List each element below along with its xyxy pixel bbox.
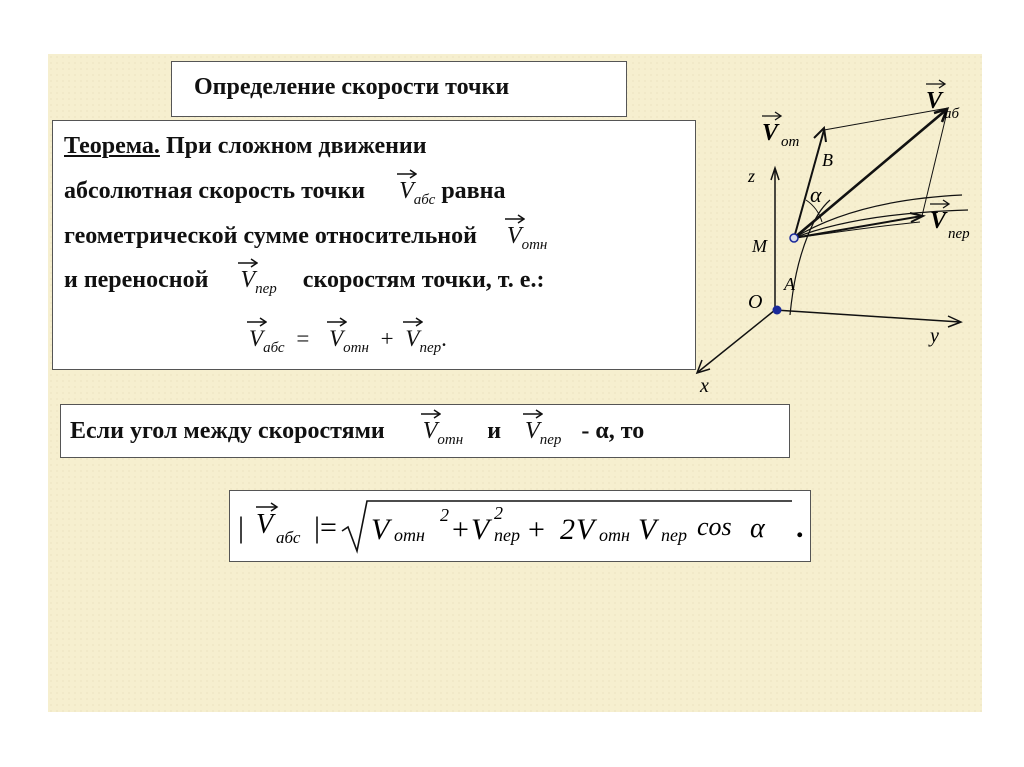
formula-sub-abs: абс: [276, 528, 301, 547]
label-z: z: [748, 166, 756, 186]
theorem-lead: Теорема.: [64, 133, 160, 159]
theorem-text-2a: абсолютная скорость точки: [64, 178, 366, 204]
label-B: B: [822, 150, 833, 170]
formula-v2: V: [471, 513, 490, 546]
label-v-per: V: [930, 208, 947, 234]
theorem-text-3: геометрической сумме относительной: [64, 223, 477, 249]
formula-plus1: +: [452, 513, 469, 546]
vector-v-abs: $V_{абс}$: [399, 178, 435, 209]
formula-alpha: α: [750, 513, 765, 544]
formula-two: 2: [560, 513, 575, 546]
formula-v1: V: [371, 513, 390, 546]
formula-bar-left: |: [238, 511, 245, 544]
formula-cos: cos: [697, 512, 732, 541]
formula-otn2: отн: [599, 525, 630, 545]
theorem-text-4a: и переносной: [64, 267, 209, 293]
formula-otn1: отн: [394, 525, 425, 545]
angle-text-a: Если угол между скоростями: [70, 418, 385, 444]
theorem-text-1: При сложном движении: [165, 133, 427, 159]
label-alpha: α: [810, 182, 822, 207]
origin-point: [773, 306, 782, 315]
title-box: [171, 61, 627, 117]
theorem-box: [52, 120, 696, 370]
label-M: M: [752, 236, 767, 256]
axis-y: [775, 310, 960, 322]
eq-v-per: $V_{пер}$: [405, 326, 441, 357]
angle-v-per: $V_{пер}$: [525, 418, 561, 449]
formula-sq2: 2: [494, 503, 503, 523]
eq-v-abs: $V_{абс}$: [249, 326, 285, 357]
formula-per1: пер: [494, 525, 520, 545]
theorem-line-1: [64, 133, 427, 160]
label-v-ab-sub: аб: [944, 106, 960, 122]
angle-v-otn: $V_{отн}$: [423, 418, 463, 449]
theorem-equation: $V_{абс}$ = $V_{отн}$ + $V_{пер}$.: [249, 326, 447, 357]
theorem-text-4b: скоростям точки, т. е.:: [302, 267, 545, 293]
label-v-ab: V: [926, 88, 943, 114]
formula-v-abs: V: [256, 509, 274, 540]
label-v-per-sub: пер: [948, 226, 970, 242]
theorem-line-4: [64, 267, 544, 298]
formula-end: .: [796, 511, 804, 544]
formula-per2: пер: [661, 525, 687, 545]
label-O: O: [748, 291, 763, 313]
vector-v-per: $V_{пер}$: [240, 267, 276, 298]
angle-text-and: и: [487, 418, 502, 444]
axis-x: [698, 310, 775, 372]
angle-line: [70, 418, 644, 449]
angle-box: [60, 404, 790, 458]
trajectory-curve: [790, 200, 830, 315]
formula-bar-right: |=: [314, 511, 337, 544]
formula-sq1: 2: [440, 505, 449, 525]
angle-text-tail: - α, то: [581, 418, 645, 444]
velocity-diagram: [690, 70, 990, 400]
label-x: x: [700, 375, 709, 397]
theorem-line-2: [64, 178, 505, 209]
eq-v-otn: $V_{отн}$: [329, 326, 369, 357]
label-v-ot: V: [762, 120, 779, 146]
theorem-line-3: [64, 223, 547, 254]
formula-v4: V: [638, 513, 657, 546]
vector-v-otn: $V_{отн}$: [507, 223, 547, 254]
label-y: y: [930, 325, 939, 347]
formula-v3: V: [576, 513, 595, 546]
page-title: Определение скорости точки: [194, 74, 510, 100]
label-v-ot-sub: от: [781, 134, 800, 150]
magnitude-formula: [230, 491, 810, 561]
theorem-text-2b: равна: [441, 178, 506, 204]
formula-plus2: +: [528, 513, 545, 546]
formula-box: [229, 490, 811, 562]
label-A: A: [784, 274, 795, 294]
